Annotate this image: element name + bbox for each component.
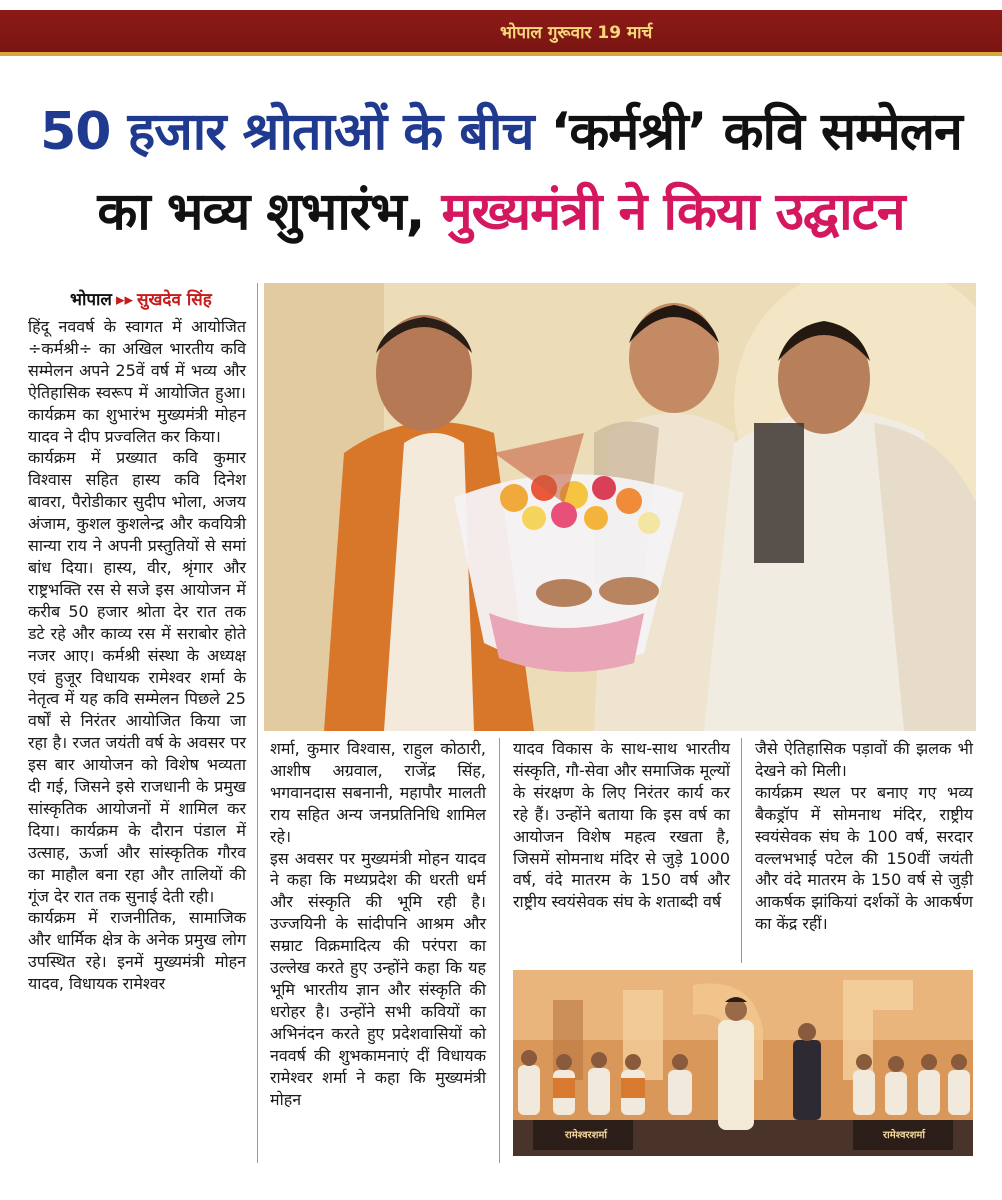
stage-banner-left: रामेश्वरशर्मा — [565, 1130, 607, 1141]
headline-line-2-pink: मुख्यमंत्री ने किया उद्घाटन — [441, 182, 905, 242]
headline-line-1 — [0, 96, 1002, 168]
article-paragraph: हिंदू नववर्ष के स्वागत में आयोजित ÷कर्मश्री÷ का अखिल भारतीय कवि सम्मेलन अपने 25वें वर्ष में भव्य और ऐतिहासिक स्वरूप में आयोजित हुआ। कार्यक्रम का शुभारंभ मुख्यमंत्री मोहन यादव ने दीप प्रज्वलित कर किया। — [28, 317, 246, 446]
article-paragraph: कार्यक्रम में प्रख्यात कवि कुमार विश्वास सहित हास्य कवि दिनेश बावरा, पैरोडीकार सुदीप भोला, अजय अंजाम, कुशल कुशलेन्द्र और कवयित्री सान्या राय ने अपनी प्रस्तुतियों से समां बांध दिया। हास्य, वीर, श्रृंगार और राष्ट्रभक्ति रस से सजे इस आयोजन में करीब 50 हजार श्रोता देर रात तक डटे रहे और काव्य रस में सराबोर होते नजर आए। कर्मश्री संस्था के अध्यक्ष एवं हुजूर विधायक रामेश्वर शर्मा के नेतृत्व में यह कवि सम्मेलन पिछले 25 वर्षों से निरंतर आयोजित किया जा रहा है। रजत जयंती वर्ष के अवसर पर इस बार आयोजन को विशेष भव्यता दी गई, जिसने इसे राजधानी के प्रमुख सांस्कृतिक आयोजनों में शामिल कर दिया। कार्यक्रम के दौरान पंडाल में उत्साह, ऊर्जा और सांस्कृतिक गौरव का माहौल बना रहा और तालियों की गूंज देर रात तक सुनाई देती रही। — [28, 448, 246, 906]
byline-author: सुखदेव सिंह — [137, 290, 212, 310]
headline-line-1-black: ‘कर्मश्री’ कवि सम्मेलन — [550, 102, 962, 162]
article-paragraph: यादव विकास के साथ-साथ भारतीय संस्कृति, गौ-सेवा और समाजिक मूल्यों के संरक्षण के लिए निरंतर कार्य कर रहे हैं। उन्होंने बताया कि इस वर्ष का आयोजन विशेष महत्व रखता है, जिसमें सोमनाथ मंदिर से जुड़े 1000 वर्ष, वंदे मातरम के 150 वर्ष और राष्ट्रीय स्वयंसेवक संघ के शताब्दी वर्ष — [513, 739, 730, 912]
article-column-2 — [270, 738, 486, 1110]
headline-line-2 — [0, 176, 1002, 248]
stage-photo — [513, 970, 973, 1156]
article-paragraph: कार्यक्रम में राजनीतिक, सामाजिक और धार्मिक क्षेत्र के अनेक प्रमुख लोग उपस्थित रहे। इनमें मुख्यमंत्री मोहन यादव, विधायक रामेश्वर — [28, 908, 246, 994]
article-column-4 — [755, 738, 973, 935]
article-column-3 — [513, 738, 730, 913]
edition-date-line: भोपाल गुरूवार 19 मार्च — [500, 23, 653, 43]
column-divider — [741, 738, 742, 963]
article-paragraph: इस अवसर पर मुख्यमंत्री मोहन यादव ने कहा कि मध्यप्रदेश की धरती धर्म और संस्कृति की भूमि रही है। उज्जयिनी के सांदीपनि आश्रम और सम्राट विक्रमादित्य की परंपरा का उल्लेख करते हुए उन्होंने कहा कि यह भूमि भारतीय ज्ञान और संस्कृति की धरोहर है। उन्होंने सभी कवियों का अभिनंदन करते हुए प्रदेशवासियों को नववर्ष की शुभकामनाएं दीं विधायक रामेश्वर शर्मा ने कहा कि मुख्यमंत्री मोहन — [270, 848, 486, 1109]
byline — [70, 287, 212, 310]
article-paragraph: शर्मा, कुमार विश्वास, राहुल कोठारी, आशीष अग्रवाल, राजेंद्र सिंह, भगवानदास सबनानी, महापौर मालती राय सहित अन्य जनप्रतिनिधि शामिल रहे। — [270, 739, 486, 846]
article-paragraph: जैसे ऐतिहासिक पड़ावों की झलक भी देखने को मिली। — [755, 739, 973, 780]
byline-arrow-icon: ▸▸ — [115, 290, 134, 310]
headline-line-1-blue: 50 हजार श्रोताओं के बीच — [40, 102, 534, 162]
masthead-band — [0, 0, 1002, 78]
headline-line-2-black: का भव्य शुभारंभ, — [97, 182, 425, 242]
article-paragraph: कार्यक्रम स्थल पर बनाए गए भव्य बैकड्रॉप में सोमनाथ मंदिर, राष्ट्रीय स्वयंसेवक संघ के 100 वर्ष, सरदार वल्लभभाई पटेल की 150वीं जयंती और वंदे मातरम के 150 वर्ष से जुड़ी आकर्षक झांकियां दर्शकों के आकर्षण का केंद्र रहीं। — [755, 782, 973, 934]
masthead-gold-rule — [0, 52, 1002, 56]
column-divider — [499, 738, 500, 1163]
byline-place: भोपाल — [70, 290, 112, 310]
stage-banner-right: रामेश्वरशर्मा — [883, 1130, 925, 1141]
article-column-1 — [28, 316, 246, 995]
main-photo-felicitation — [264, 283, 976, 731]
main-photo-illustration — [264, 283, 976, 731]
column-divider — [257, 283, 258, 1163]
